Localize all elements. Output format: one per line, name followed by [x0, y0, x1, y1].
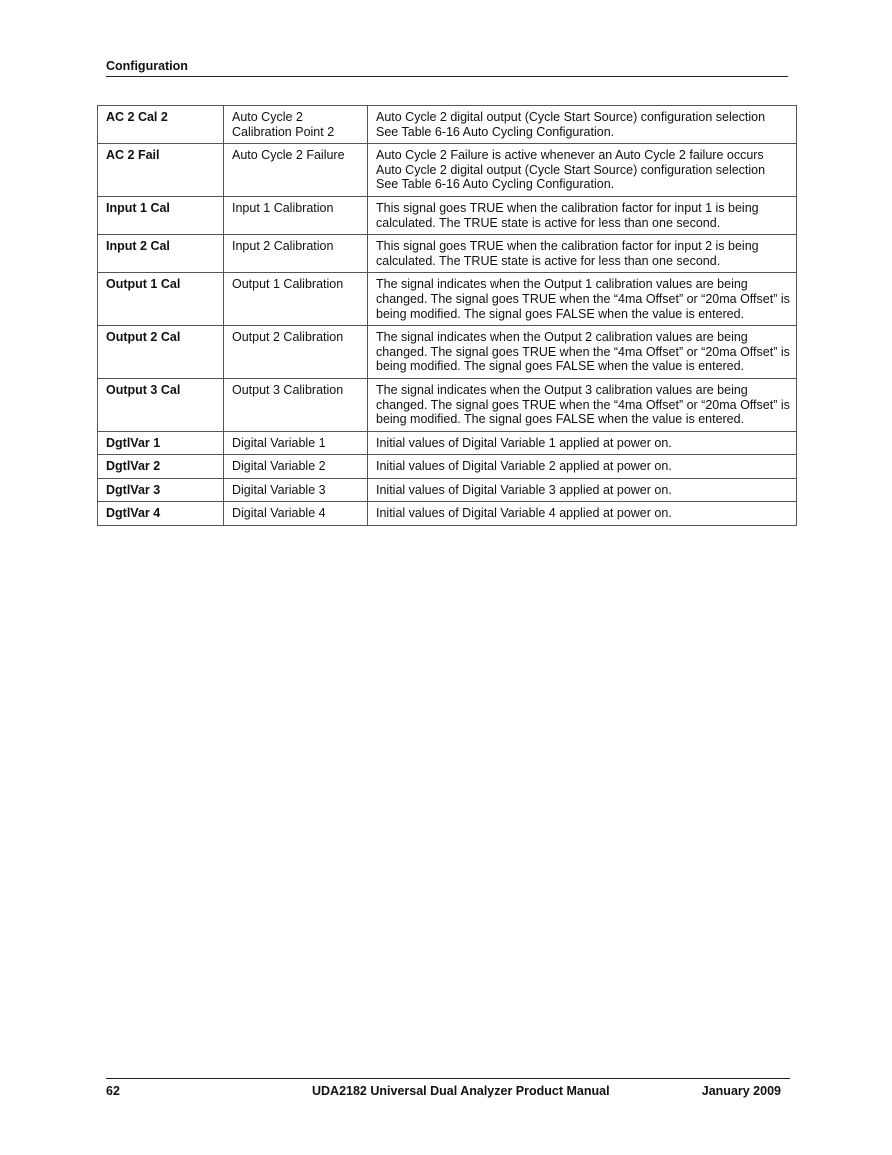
table-row — [98, 478, 797, 502]
signal-details-line: This signal goes TRUE when the calibration factor for input 1 is being calculated. The TRUE state is active for less than one second. — [376, 200, 759, 230]
signal-description: Input 1 Calibration — [224, 196, 368, 234]
signal-details-line: Auto Cycle 2 digital output (Cycle Start Source) configuration selection — [376, 162, 766, 177]
signal-details-line: Initial values of Digital Variable 4 applied at power on. — [376, 506, 672, 521]
signal-details-line: This signal goes TRUE when the calibration factor for input 2 is being calculated. The TRUE state is active for less than one second. — [376, 239, 759, 268]
table-row — [98, 378, 797, 431]
publication-date: January 2009 — [701, 1084, 781, 1098]
signal-details-line: See Table 6-16 Auto Cycling Configuration. — [376, 124, 615, 139]
signal-description: Auto Cycle 2 Failure — [224, 144, 368, 197]
signal-details-line: Initial values of Digital Variable 2 applied at power on. — [376, 459, 672, 474]
signal-details — [368, 273, 797, 326]
signal-name: DgtlVar 1 — [98, 431, 224, 455]
page-number: 62 — [106, 1084, 120, 1098]
signal-name: AC 2 Fail — [98, 144, 224, 197]
table-row — [98, 196, 797, 234]
signal-details — [368, 431, 797, 455]
signal-details — [368, 502, 797, 526]
signal-name: AC 2 Cal 2 — [98, 106, 224, 144]
signal-description: Input 2 Calibration — [224, 235, 368, 273]
signal-details — [368, 144, 797, 197]
signal-name: DgtlVar 3 — [98, 478, 224, 502]
signal-name: Input 1 Cal — [98, 196, 224, 234]
signal-details-line: See Table 6-16 Auto Cycling Configuration. — [376, 177, 615, 192]
signal-name: Input 2 Cal — [98, 235, 224, 273]
page-footer — [106, 1078, 790, 1098]
table-row — [98, 106, 797, 144]
signal-description: Digital Variable 2 — [224, 455, 368, 479]
signal-details — [368, 106, 797, 144]
signal-description: Output 2 Calibration — [224, 326, 368, 379]
signal-name: DgtlVar 2 — [98, 455, 224, 479]
table-row — [98, 431, 797, 455]
signal-details — [368, 326, 797, 379]
signal-description: Output 3 Calibration — [224, 378, 368, 431]
signal-details-line: Auto Cycle 2 digital output (Cycle Start Source) configuration selection — [376, 110, 766, 124]
signal-details-line: The signal indicates when the Output 1 calibration values are being changed. The signal goes TRUE when the “4ma Offset” or “20ma Offset” is being modified. The signal goes FALSE when the value is entered. — [376, 277, 790, 321]
signal-description: Digital Variable 4 — [224, 502, 368, 526]
signal-details — [368, 378, 797, 431]
signal-description: Output 1 Calibration — [224, 273, 368, 326]
page-header — [106, 57, 788, 77]
signal-table — [97, 105, 797, 526]
signal-description: Auto Cycle 2 Calibration Point 2 — [224, 106, 368, 144]
section-title: Configuration — [106, 59, 188, 73]
signal-description: Digital Variable 3 — [224, 478, 368, 502]
signal-details-line: Initial values of Digital Variable 1 applied at power on. — [376, 435, 672, 450]
signal-table-body — [98, 106, 797, 526]
signal-details — [368, 478, 797, 502]
signal-name: Output 2 Cal — [98, 326, 224, 379]
signal-description: Digital Variable 1 — [224, 431, 368, 455]
signal-details — [368, 196, 797, 234]
manual-title: UDA2182 Universal Dual Analyzer Product Manual — [312, 1084, 610, 1098]
signal-details-line: The signal indicates when the Output 3 calibration values are being changed. The signal goes TRUE when the “4ma Offset” or “20ma Offset” is being modified. The signal goes FALSE when the value is entered. — [376, 382, 790, 427]
signal-details-line: The signal indicates when the Output 2 calibration values are being changed. The signal goes TRUE when the “4ma Offset” or “20ma Offset” is being modified. The signal goes FALSE when the value is entered. — [376, 330, 790, 374]
table-row — [98, 455, 797, 479]
table-row — [98, 502, 797, 526]
table-row — [98, 326, 797, 379]
table-row — [98, 235, 797, 273]
signal-details-line: Auto Cycle 2 Failure is active whenever an Auto Cycle 2 failure occurs — [376, 148, 764, 163]
signal-name: Output 3 Cal — [98, 378, 224, 431]
signal-details-line: Initial values of Digital Variable 3 applied at power on. — [376, 482, 672, 497]
table-row — [98, 144, 797, 197]
signal-details — [368, 235, 797, 273]
table-row — [98, 273, 797, 326]
signal-name: Output 1 Cal — [98, 273, 224, 326]
signal-name: DgtlVar 4 — [98, 502, 224, 526]
signal-details — [368, 455, 797, 479]
